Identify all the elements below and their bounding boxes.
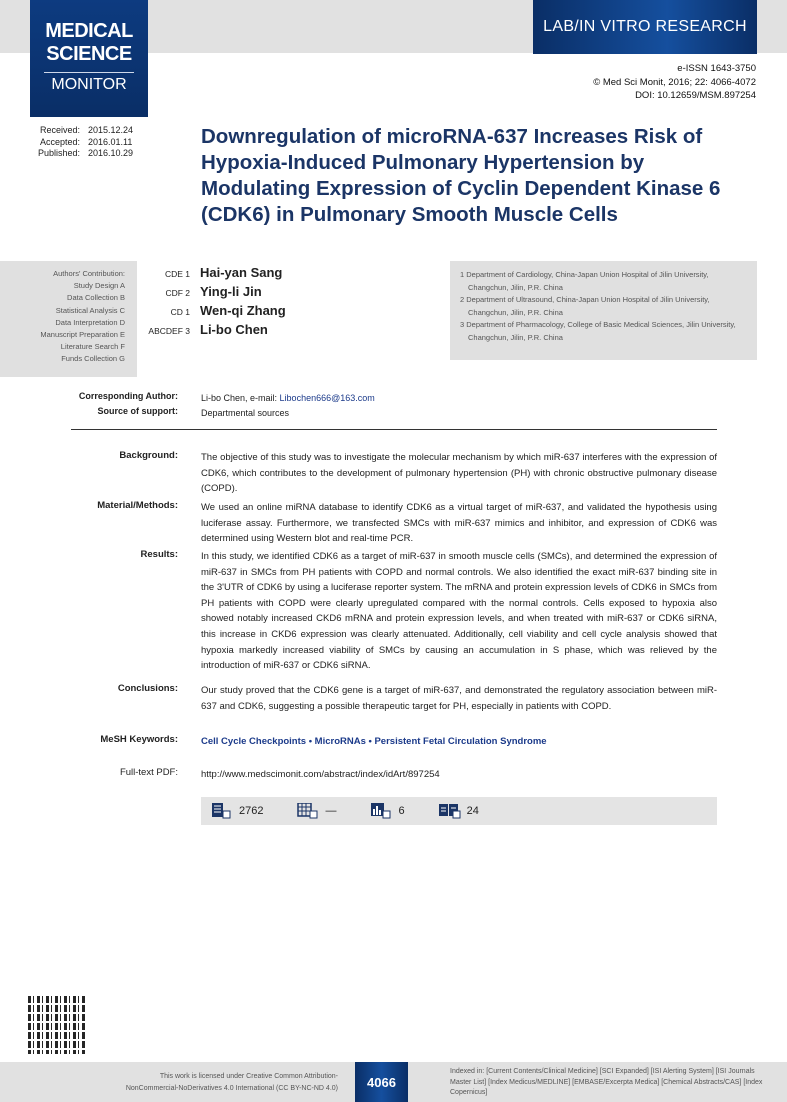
date-label: Received: xyxy=(39,125,80,135)
eissn: e-ISSN 1643-3750 xyxy=(677,63,756,74)
contribution-item: Study Design A xyxy=(73,281,125,291)
author-name: Wen-qi Zhang xyxy=(200,303,286,318)
stat-references xyxy=(439,803,479,819)
reference-count: 24 xyxy=(466,805,479,817)
contribution-item: Data Interpretation D xyxy=(55,317,125,327)
indexed-in: Indexed in: [Current Contents/Clinical Medicine] [SCI Expanded] [ISI Alerting System] [ISI Journals Master List] [Index Medicus/MEDLINE] [EMBASE/Excerpta Medica] [Chemical Abstracts/CAS] [Index Copernicus] xyxy=(450,1068,763,1096)
date-label: Accepted: xyxy=(39,136,80,147)
affiliation: Changchun, Jilin, P.R. China xyxy=(468,332,563,342)
label: Source of support: xyxy=(97,406,178,416)
dates xyxy=(34,125,133,160)
date-label: Published: xyxy=(37,148,80,158)
doi: DOI: 10.12659/MSM.897254 xyxy=(635,90,756,101)
license-text: NonCommercial-NoDerivatives 4.0 International (CC BY-NC-ND 4.0) xyxy=(125,1085,338,1092)
author-list xyxy=(140,264,286,340)
date-value: 2016.10.29 xyxy=(88,148,134,158)
author-code: CDE 1 xyxy=(164,269,190,279)
label: Full-text PDF: xyxy=(119,767,178,778)
affiliation: Changchun, Jilin, P.R. China xyxy=(468,307,563,317)
email-link[interactable]: Libochen666@163.com xyxy=(279,393,375,403)
divider xyxy=(71,429,717,430)
pdf-link[interactable]: http://www.medscimonit.com/abstract/index/idArt/897254 xyxy=(201,769,440,780)
license xyxy=(126,1071,338,1095)
label: Conclusions: xyxy=(117,683,178,694)
section-label: LAB/IN VITRO RESEARCH xyxy=(533,0,757,54)
journal-logo xyxy=(30,0,148,117)
contribution-item: Funds Collection G xyxy=(61,354,125,364)
qr-code[interactable] xyxy=(28,996,86,1054)
author-code: ABCDEF 3 xyxy=(148,326,190,336)
contribution-item: Manuscript Preparation E xyxy=(40,330,125,340)
article-meta xyxy=(593,62,756,103)
logo-text: MONITOR xyxy=(51,76,127,93)
references-icon xyxy=(439,803,461,819)
word-count: 2762 xyxy=(239,805,264,817)
contribution-item: Data Collection B xyxy=(67,293,125,303)
words-icon xyxy=(211,803,233,819)
stat-figures xyxy=(370,803,404,819)
logo-text: MEDICAL xyxy=(45,20,133,42)
label: MeSH Keywords: xyxy=(100,734,178,745)
label: Material/Methods: xyxy=(97,500,178,511)
value: Departmental sources xyxy=(201,408,290,418)
tables-icon xyxy=(297,803,319,819)
author-name: Ying-li Jin xyxy=(200,284,262,299)
figure-count: 6 xyxy=(398,805,405,817)
author-name: Li-bo Chen xyxy=(200,322,268,337)
figures-icon xyxy=(370,803,392,819)
label: Corresponding Author: xyxy=(78,391,178,401)
article-stats xyxy=(201,797,717,825)
label: Background: xyxy=(119,450,178,461)
table-count: — xyxy=(325,805,337,817)
stat-tables xyxy=(297,803,336,819)
affiliation: Changchun, Jilin, P.R. China xyxy=(468,282,563,292)
value: The objective of this study was to investigate the molecular mechanism by which miR-637 interferes with the expression of CDK6, which contributes to the development of pulmonary hypertension (PH) with chronic obstructive pulmonary disease (COPD). xyxy=(201,452,717,495)
stat-words xyxy=(211,803,263,819)
date-value: 2015.12.24 xyxy=(88,125,134,135)
value[interactable]: Cell Cycle Checkpoints • MicroRNAs • Persistent Fetal Circulation Syndrome xyxy=(201,736,547,747)
contribution-item: Statistical Analysis C xyxy=(55,305,125,315)
author-name: Hai-yan Sang xyxy=(200,265,283,280)
affiliation: 3 Department of Pharmacology, College of Basic Medical Sciences, Jilin University, xyxy=(460,320,736,329)
contributions-legend xyxy=(0,261,137,377)
value: Our study proved that the CDK6 gene is a target of miR-637, and demonstrated the regulatory association between miR-637 and CDK6, suggesting a possible therapeutic target for PH, especially in patients with COPD. xyxy=(201,685,717,712)
label: Results: xyxy=(140,549,178,560)
affiliation: 1 Department of Cardiology, China-Japan Union Hospital of Jilin University, xyxy=(460,270,709,279)
author-code: CDF 2 xyxy=(165,288,190,298)
affiliation: 2 Department of Ultrasound, China-Japan Union Hospital of Jilin University, xyxy=(460,295,710,304)
date-value: 2016.01.11 xyxy=(88,136,133,147)
value: We used an online miRNA database to identify CDK6 as a virtual target of miR-637, and validated the hypothesis using luciferase assay. Furthermore, we transfected SMCs with miR-637 mimics and inhibitor, and expression of CDK6 was determined using Western blot and real-time PCR. xyxy=(201,502,717,545)
license-text: This work is licensed under Creative Common Attribution- xyxy=(159,1073,338,1080)
page-number: 4066 xyxy=(355,1062,408,1102)
corresponding-name: Li-bo Chen, e-mail: xyxy=(201,393,280,403)
logo-text: SCIENCE xyxy=(46,43,132,65)
affiliations xyxy=(450,261,757,360)
article-title: Downregulation of microRNA-637 Increases Risk of Hypoxia-Induced Pulmonary Hypertension by Modulating Expression of Cyclin Dependent Kinase 6 (CDK6) in Pulmonary Smooth Muscle Cells xyxy=(201,125,721,226)
contribution-item: Authors' Contribution: xyxy=(53,269,125,278)
contribution-item: Literature Search F xyxy=(60,342,125,352)
citation: © Med Sci Monit, 2016; 22: 4066-4072 xyxy=(593,76,756,88)
value: In this study, we identified CDK6 as a target of miR-637 in smooth muscle cells (SMCs), and determined the expression of miR-637 in SMCs from PH patients with COPD and normal controls. We also identified the exact miR-637 binding site in the 3'UTR of CDK6 by using a luciferase reporter system. The mRNA and protein expression levels of CDK6 in SMCs from PH patients with COPD were clearly upregulated compared with the normal controls. Cells exposed to hypoxia also showed notably increased CKD6 mRNA and protein expression levels, and when treated with miR-637 or CDK6 siRNA, this increase in CKD6 expression was clearly attenuated. Additionally, cell viability and cell cycle analysis showed that hypoxia markedly increased viability of SMCs by causing an accumulation in S phase, which was relieved by the introduction of miR-637 or CDK6 siRNA. xyxy=(201,551,717,672)
author-code: CD 1 xyxy=(170,307,190,317)
